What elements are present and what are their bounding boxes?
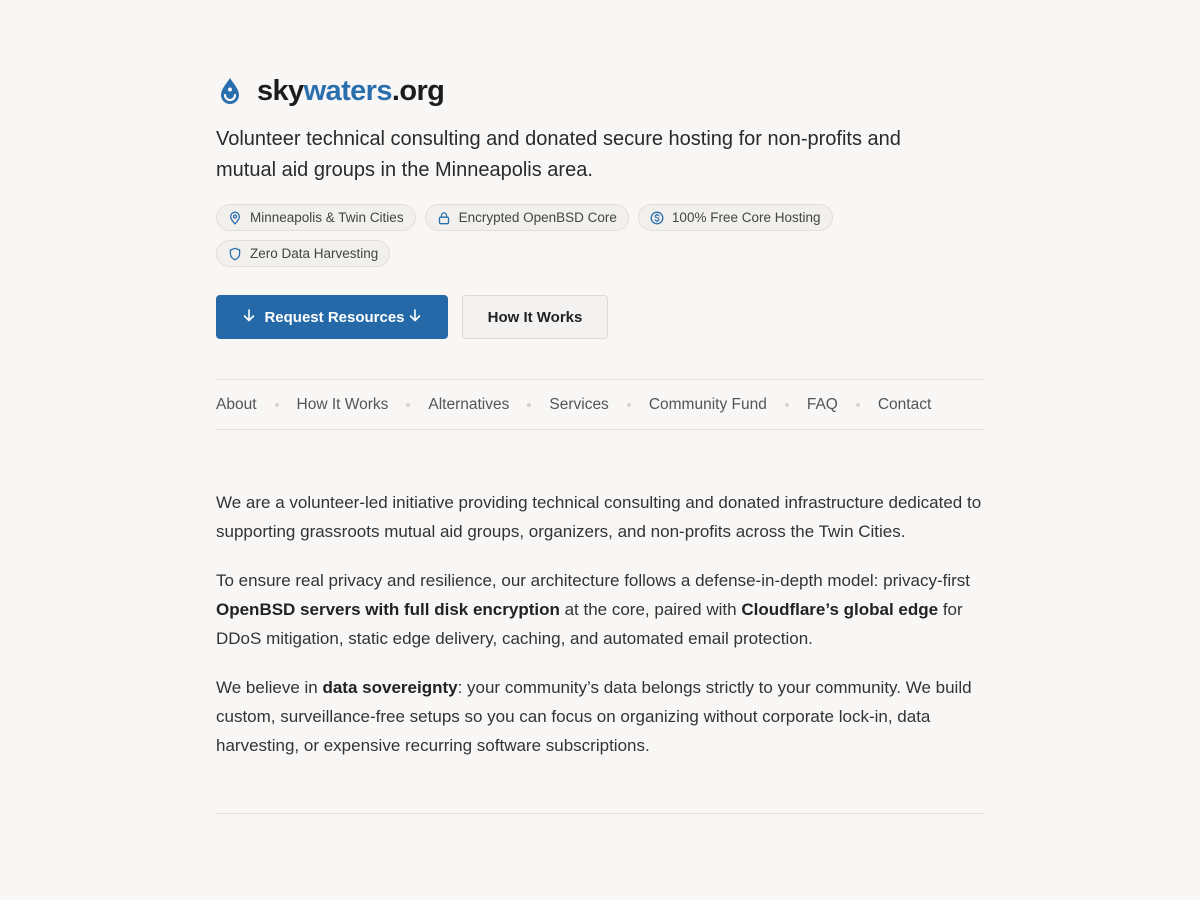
- page: [216, 0, 984, 814]
- logo-text: skywaters.org: [257, 74, 445, 107]
- nav-link-faq[interactable]: FAQ: [806, 395, 838, 413]
- tagline: Volunteer technical consulting and donated secure hosting for non-profits and mutual aid groups in the Minneapolis area.: [216, 128, 901, 181]
- lock-icon: [437, 211, 451, 225]
- nav-separator: [856, 403, 860, 407]
- arrow-down-icon: [409, 309, 421, 326]
- arrow-down-icon: [243, 309, 255, 326]
- nav-separator: [627, 403, 631, 407]
- water-drop-icon: [219, 76, 241, 106]
- nav-separator: [785, 403, 789, 407]
- dollar-circle-icon: [650, 211, 664, 225]
- about-section: [216, 488, 984, 760]
- badge-privacy: [216, 240, 390, 267]
- nav-separator: [527, 403, 531, 407]
- sovereignty-paragraph: We believe in data sovereignty: your community’s data belongs strictly to your community. We build custom, surveillance-free setups so you can focus on organizing without corporate lock-in, data harvesting, or expensive recurring software subscriptions.: [216, 678, 972, 755]
- section-divider: [216, 813, 984, 814]
- map-pin-icon: [228, 211, 242, 225]
- emphasis-data-sovereignty: data sovereignty: [322, 678, 458, 697]
- nav-link-alternatives[interactable]: Alternatives: [428, 395, 510, 413]
- request-resources-button[interactable]: [216, 295, 448, 339]
- cta-buttons: [216, 295, 984, 339]
- badge-list: [216, 204, 976, 267]
- section-nav: [216, 379, 984, 430]
- badge-label: Encrypted OpenBSD Core: [458, 210, 617, 225]
- nav-link-community-fund[interactable]: Community Fund: [648, 395, 767, 413]
- nav-separator: [275, 403, 279, 407]
- intro-paragraph: We are a volunteer-led initiative providing technical consulting and donated infrastructure dedicated to supporting grassroots mutual aid groups, organizers, and non-profits across the Twin Cities.: [216, 493, 982, 541]
- nav-link-how-it-works[interactable]: How It Works: [296, 395, 389, 413]
- emphasis-openbsd: OpenBSD servers with full disk encryption: [216, 600, 560, 619]
- badge-label: 100% Free Core Hosting: [671, 210, 821, 225]
- shield-icon: [228, 247, 242, 261]
- badge-encryption: [425, 204, 629, 231]
- nav-link-services[interactable]: Services: [549, 395, 609, 413]
- request-resources-label: Request Resources: [264, 308, 405, 326]
- nav-separator: [406, 403, 410, 407]
- badge-label: Zero Data Harvesting: [250, 246, 379, 261]
- how-it-works-button[interactable]: How It Works: [462, 295, 608, 339]
- nav-link-about[interactable]: About: [216, 395, 257, 413]
- nav-link-contact[interactable]: Contact: [877, 395, 932, 413]
- architecture-paragraph: To ensure real privacy and resilience, our architecture follows a defense-in-depth model: privacy-first OpenBSD servers with full disk encryption at the core, paired with Cloudflare’s global edge for DDoS mitigation, static edge delivery, caching, and automated email protection.: [216, 571, 971, 648]
- site-logo[interactable]: [216, 72, 984, 110]
- emphasis-cloudflare: Cloudflare’s global edge: [741, 600, 939, 619]
- badge-label: Minneapolis & Twin Cities: [250, 210, 404, 225]
- badge-free-hosting: [638, 204, 833, 231]
- badge-location: [216, 204, 416, 231]
